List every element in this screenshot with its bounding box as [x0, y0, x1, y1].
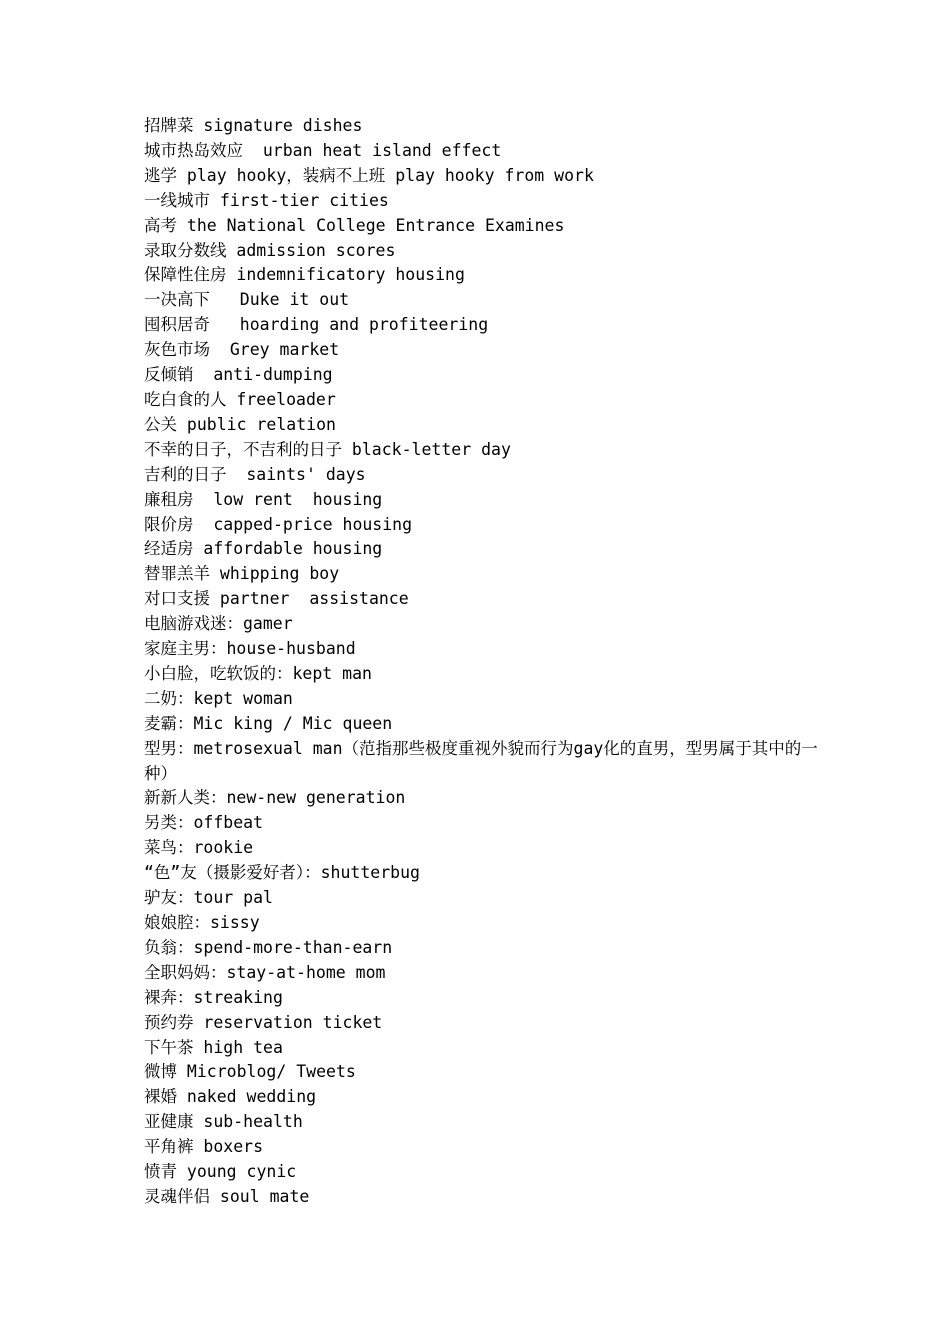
vocabulary-entry: 驴友：tour pal [144, 888, 273, 908]
vocabulary-entry: 平角裤 boxers [144, 1137, 264, 1157]
vocabulary-entry: 亚健康 sub-health [144, 1112, 303, 1132]
vocabulary-entry: 新新人类：new-new generation [144, 788, 406, 808]
vocabulary-entry: 微博 Microblog/ Tweets [144, 1062, 356, 1082]
vocabulary-entry: 菜鸟：rookie [144, 838, 254, 858]
vocabulary-entry: 灵魂伴侣 soul mate [144, 1186, 310, 1206]
vocabulary-entry: 廉租房 low rent housing [144, 489, 383, 509]
vocabulary-entry: 电脑游戏迷：gamer [144, 614, 293, 634]
vocabulary-entry: 小白脸，吃软饭的：kept man [144, 663, 372, 683]
vocabulary-entry: 预约券 reservation ticket [144, 1012, 383, 1032]
vocabulary-entry: 吉利的日子 saints' days [144, 464, 366, 484]
vocabulary-entry: 二奶：kept woman [144, 688, 293, 708]
vocabulary-entry: 反倾销 anti-dumping [144, 365, 333, 385]
vocabulary-entry: 灰色市场 Grey market [144, 340, 340, 360]
vocabulary-entry: 一决高下 Duke it out [144, 290, 350, 310]
vocabulary-entry: 公关 public relation [144, 414, 336, 434]
vocabulary-entry: 麦霸：Mic king / Mic queen [144, 713, 393, 733]
vocabulary-entry: 裸奔：streaking [144, 987, 283, 1007]
vocabulary-entry: 城市热岛效应 urban heat island effect [144, 140, 502, 160]
vocabulary-entry: 录取分数线 admission scores [144, 240, 396, 260]
vocabulary-entry: 全职妈妈：stay-at-home mom [144, 962, 386, 982]
vocabulary-entry: 不幸的日子，不吉利的日子 black-letter day [144, 439, 511, 459]
vocabulary-entry: 限价房 capped-price housing [144, 514, 413, 534]
vocabulary-entry: 负翁：spend-more-than-earn [144, 937, 393, 957]
vocabulary-entry: 娘娘腔：sissy [144, 913, 260, 932]
vocabulary-entry: 经适房 affordable housing [144, 539, 383, 559]
vocabulary-entry: 保障性住房 indemnificatory housing [144, 265, 465, 285]
vocabulary-entry: 型男：metrosexual man（范指那些极度重视外貌而行为gay化的直男，型男属于其中的一种） [144, 738, 818, 783]
vocabulary-entry: “色”友（摄影爱好者）：shutterbug [144, 863, 420, 883]
vocabulary-entry: 吃白食的人 freeloader [144, 389, 336, 409]
vocabulary-entry: 下午茶 high tea [144, 1037, 283, 1057]
vocabulary-entry: 裸婚 naked wedding [144, 1087, 317, 1107]
vocabulary-entry: 对口支援 partner assistance [144, 589, 409, 609]
vocabulary-entry: 家庭主男：house-husband [144, 639, 356, 659]
vocabulary-entry: 高考 the National College Entrance Examines [144, 215, 565, 235]
vocabulary-list [144, 114, 824, 1210]
vocabulary-entry: 招牌菜 signature dishes [144, 116, 363, 135]
vocabulary-entry: 另类：offbeat [144, 813, 264, 833]
vocabulary-entry: 逃学 play hooky，装病不上班 play hooky from work [144, 165, 594, 185]
vocabulary-entry: 囤积居奇 hoarding and profiteering [144, 315, 489, 335]
vocabulary-entry: 愤青 young cynic [144, 1162, 297, 1182]
vocabulary-entry: 一线城市 first-tier cities [144, 190, 389, 210]
vocabulary-entry: 替罪羔羊 whipping boy [144, 564, 340, 584]
